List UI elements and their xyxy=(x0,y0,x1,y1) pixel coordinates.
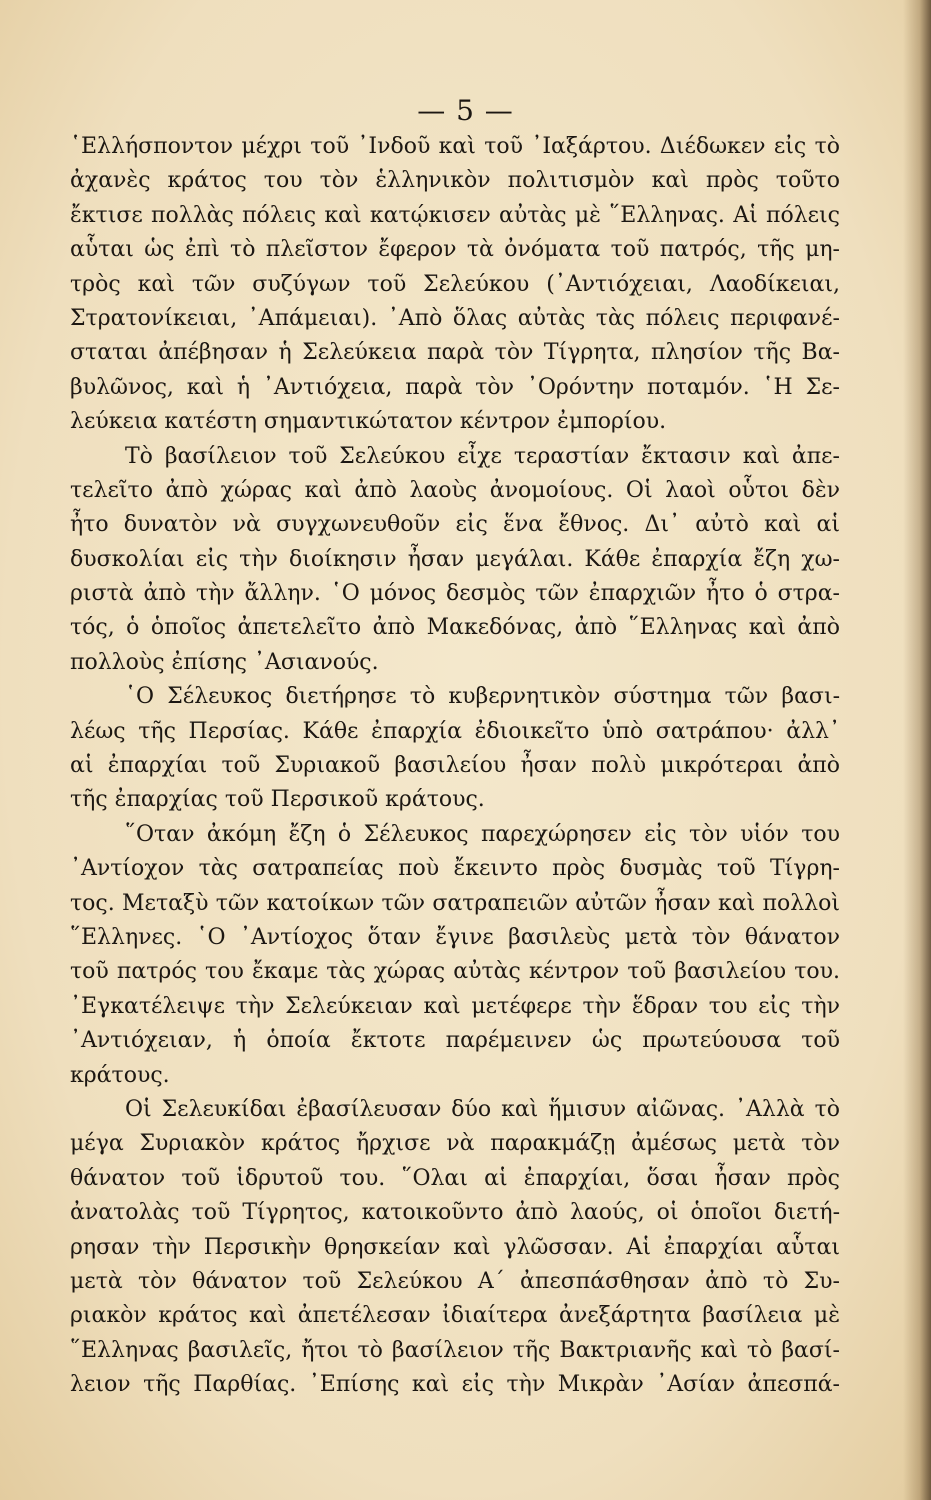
body-text xyxy=(70,130,840,1402)
text-line: λέως τῆς Περσίας. Κάθε ἐπαρχία ἐδιοικεῖτο ὑπὸ σατράπου· ἀλλ᾿ xyxy=(70,718,840,744)
text-line: τοῦ πατρός του ἔκαμε τὰς χώρας αὐτὰς κέντρον τοῦ βασιλείου του. xyxy=(70,959,840,985)
text-line: τῆς ἐπαρχίας τοῦ Περσικοῦ κράτους. xyxy=(70,787,485,813)
text-line: ἀχανὲς κράτος του τὸν ἑλληνικὸν πολιτισμὸν καὶ πρὸς τοῦτο xyxy=(70,168,840,194)
text-line: δυσκολίαι εἰς τὴν διοίκησιν ἦσαν μεγάλαι. Κάθε ἐπαρχία ἔζη χω- xyxy=(70,546,840,572)
text-line: αἱ ἐπαρχίαι τοῦ Συριακοῦ βασιλείου ἦσαν πολὺ μικρότεραι ἀπὸ xyxy=(70,753,840,779)
text-line: μέγα Συριακὸν κράτος ἤρχισε νὰ παρακμάζῃ ἀμέσως μετὰ τὸν xyxy=(70,1131,840,1157)
text-line: ᾿Αντίοχον τὰς σατραπείας ποὺ ἔκειντο πρὸς δυσμὰς τοῦ Τίγρη- xyxy=(70,856,840,882)
text-line: κράτους. xyxy=(70,1062,170,1088)
text-line: ῞Ελληνες. ῾Ο ᾿Αντίοχος ὅταν ἔγινε βασιλεὺς μετὰ τὸν θάνατον xyxy=(70,924,840,950)
text-line: ἦτο δυνατὸν νὰ συγχωνευθοῦν εἰς ἕνα ἔθνος. Δι᾿ αὐτὸ καὶ αἱ xyxy=(70,512,840,538)
text-line: ριστὰ ἀπὸ τὴν ἄλλην. ῾Ο μόνος δεσμὸς τῶν ἐπαρχιῶν ἦτο ὁ στρα- xyxy=(70,581,840,607)
text-line: ρησαν τὴν Περσικὴν θρησκείαν καὶ γλῶσσαν. Αἱ ἐπαρχίαι αὗται xyxy=(70,1234,840,1260)
text-line: Στρατονίκειαι, ᾿Απάμειαι). ᾿Απὸ ὅλας αὐτὰς τὰς πόλεις περιφανέ- xyxy=(70,305,840,331)
text-line: τελεῖτο ἀπὸ χώρας καὶ ἀπὸ λαοὺς ἀνομοίους. Οἱ λαοὶ οὗτοι δὲν xyxy=(70,477,840,503)
text-line: τός, ὁ ὁποῖος ἀπετελεῖτο ἀπὸ Μακεδόνας, ἀπὸ ῞Ελληνας καὶ ἀπὸ xyxy=(70,615,840,641)
text-line: λεύκεια κατέστη σημαντικώτατον κέντρον ἐμπορίου. xyxy=(70,409,667,435)
text-line: αὗται ὡς ἐπὶ τὸ πλεῖστον ἔφερον τὰ ὀνόματα τοῦ πατρός, τῆς μη- xyxy=(70,237,840,263)
text-line: ῾Ελλήσποντον μέχρι τοῦ ᾿Ινδοῦ καὶ τοῦ ᾿Ιαξάρτου. Διέδωκεν εἰς τὸ xyxy=(70,134,840,159)
text-line: σταται ἀπέβησαν ἡ Σελεύκεια παρὰ τὸν Τίγρητα, πλησίον τῆς Βα- xyxy=(70,340,840,366)
text-line: βυλῶνος, καὶ ἡ ᾿Αντιόχεια, παρὰ τὸν ᾿Ορόντην ποταμόν. ῾Η Σε- xyxy=(70,374,840,400)
text-line: ριακὸν κράτος καὶ ἀπετέλεσαν ἰδιαίτερα ἀνεξάρτητα βασίλεια μὲ xyxy=(70,1303,840,1329)
text-line: πολλοὺς ἐπίσης ᾿Ασιανούς. xyxy=(70,649,379,675)
text-line: ῞Ελληνας βασιλεῖς, ἤτοι τὸ βασίλειον τῆς Βακτριανῆς καὶ τὸ βασί- xyxy=(70,1337,840,1363)
text-line: ᾿Εγκατέλειψε τὴν Σελεύκειαν καὶ μετέφερε τὴν ἕδραν του εἰς τὴν xyxy=(70,993,840,1019)
text-line: Τὸ βασίλειον τοῦ Σελεύκου εἶχε τεραστίαν ἔκτασιν καὶ ἀπε- xyxy=(125,443,840,469)
text-line: ῞Οταν ἀκόμη ἔζη ὁ Σέλευκος παρεχώρησεν εἰς τὸν υἱόν του xyxy=(125,821,840,847)
text-line: ἔκτισε πολλὰς πόλεις καὶ κατῴκισεν αὐτὰς μὲ ῞Ελληνας. Αἱ πόλεις xyxy=(70,202,840,228)
text-line: ῾Ο Σέλευκος διετήρησε τὸ κυβερνητικὸν σύστημα τῶν βασι- xyxy=(125,684,840,710)
text-line: Οἱ Σελευκίδαι ἐβασίλευσαν δύο καὶ ἥμισυν αἰῶνας. ᾿Αλλὰ τὸ xyxy=(125,1096,840,1122)
text-line: λειον τῆς Παρθίας. ᾿Επίσης καὶ εἰς τὴν Μικρὰν ᾿Ασίαν ἀπεσπά- xyxy=(70,1372,840,1398)
page-edge-shadow xyxy=(903,0,931,1500)
text-line: ᾿Αντιόχειαν, ἡ ὁποία ἔκτοτε παρέμεινεν ὡς πρωτεύουσα τοῦ xyxy=(70,1028,840,1054)
text-line: μετὰ τὸν θάνατον τοῦ Σελεύκου Α΄ ἀπεσπάσθησαν ἀπὸ τὸ Συ- xyxy=(70,1268,840,1294)
page-number: — 5 — xyxy=(417,94,514,127)
text-line: τος. Μεταξὺ τῶν κατοίκων τῶν σατραπειῶν αὐτῶν ἦσαν καὶ πολλοὶ xyxy=(70,890,840,916)
text-line: τρὸς καὶ τῶν συζύγων τοῦ Σελεύκου (᾿Αντιόχειαι, Λαοδίκειαι, xyxy=(70,271,840,297)
text-line: θάνατον τοῦ ἱδρυτοῦ του. ῞Ολαι αἱ ἐπαρχίαι, ὅσαι ἦσαν πρὸς xyxy=(70,1165,840,1191)
text-line: ἀνατολὰς τοῦ Τίγρητος, κατοικοῦντο ἀπὸ λαούς, οἱ ὁποῖοι διετή- xyxy=(70,1200,840,1226)
